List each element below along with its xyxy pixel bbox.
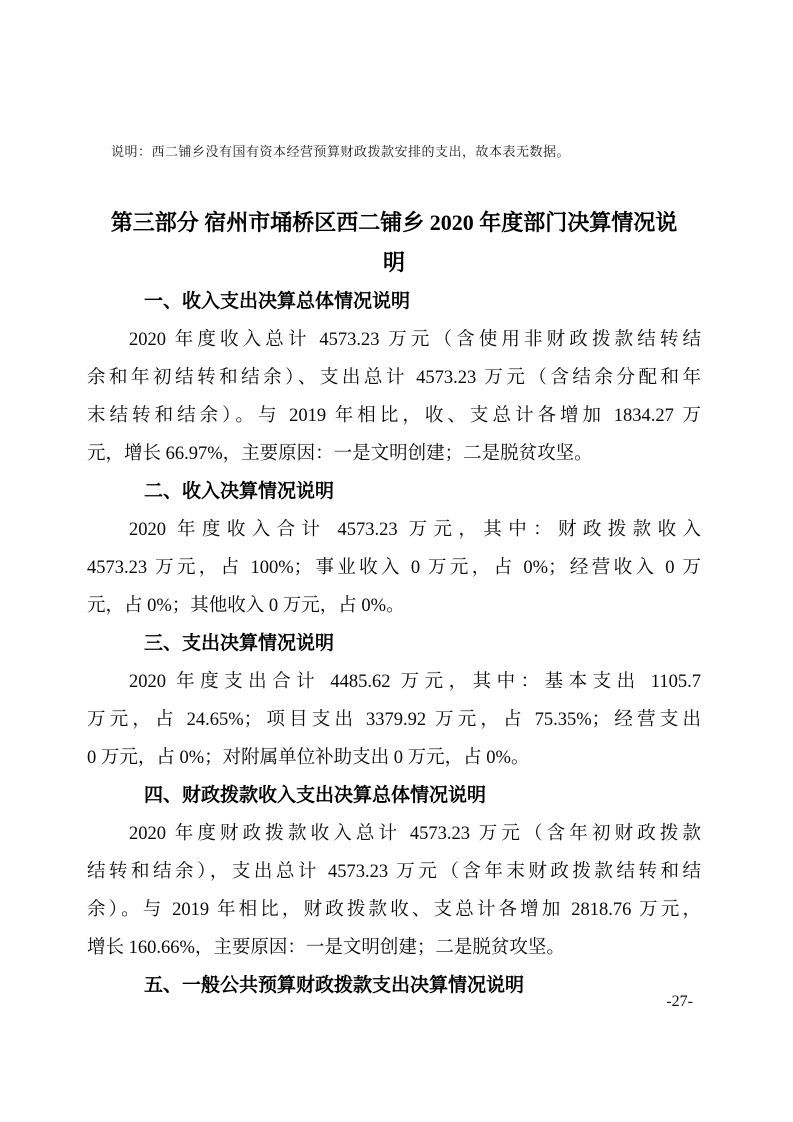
part-title-line-2: 明 (382, 250, 405, 275)
section-2-heading: 二、收入决算情况说明 (144, 481, 335, 502)
section-1-heading: 一、收入支出决算总体情况说明 (144, 291, 411, 312)
section-2 (87, 473, 701, 625)
paragraph-line: 余和年初结转和结余）、支出总计 4573.23 万元（含结余分配和年 (87, 368, 701, 388)
page-number: -27- (666, 993, 693, 1010)
paragraph-line: 4573.23 万元，占 100%；事业收入 0 万元，占 0%；经营收入 0 万 (87, 558, 701, 578)
part-title-line-1: 第三部分 宿州市埇桥区西二铺乡 2020 年度部门决算情况说 (110, 210, 678, 235)
paragraph-line: 末结转和结余）。与 2019 年相比，收、支总计各增加 1834.27 万 (87, 406, 701, 426)
paragraph-line: 2020 年度支出合计 4485.62 万元，其中：基本支出 1105.7 (129, 672, 701, 692)
paragraph-line: 0 万元，占 0%；对附属单位补助支出 0 万元，占 0%。 (87, 748, 530, 768)
section-3 (87, 625, 701, 777)
table-note: 说明：西二铺乡没有国有资本经营预算财政拨款安排的支出，故本表无数据。 (111, 144, 571, 159)
paragraph-line: 2020 年度财政拨款收入总计 4573.23 万元（含年初财政拨款 (129, 824, 701, 844)
section-5-heading: 五、一般公共预算财政拨款支出决算情况说明 (144, 975, 525, 996)
section-4 (87, 777, 701, 967)
paragraph-line: 余）。与 2019 年相比，财政拨款收、支总计各增加 2818.76 万元， (87, 900, 701, 920)
section-1 (87, 283, 701, 473)
paragraph-line: 2020 年度收入总计 4573.23 万元（含使用非财政拨款结转结 (129, 330, 701, 350)
section-3-heading: 三、支出决算情况说明 (144, 633, 335, 654)
paragraph-line: 2020 年度收入合计 4573.23 万元，其中：财政拨款收入 (129, 520, 701, 540)
paragraph-line: 万元，占 24.65%；项目支出 3379.92 万元，占 75.35%；经营支出 (87, 710, 701, 730)
part-title (87, 203, 701, 283)
paragraph-line: 元，占 0%；其他收入 0 万元，占 0%。 (87, 596, 405, 616)
section-5 (87, 967, 701, 1005)
section-4-heading: 四、财政拨款收入支出决算总体情况说明 (144, 785, 487, 806)
paragraph-line: 元，增长 66.97%，主要原因：一是文明创建；二是脱贫攻坚。 (87, 444, 593, 464)
paragraph-line: 结转和结余），支出总计 4573.23 万元（含年末财政拨款结转和结 (87, 862, 701, 882)
paragraph-line: 增长 160.66%，主要原因：一是文明创建；二是脱贫攻坚。 (87, 938, 565, 958)
